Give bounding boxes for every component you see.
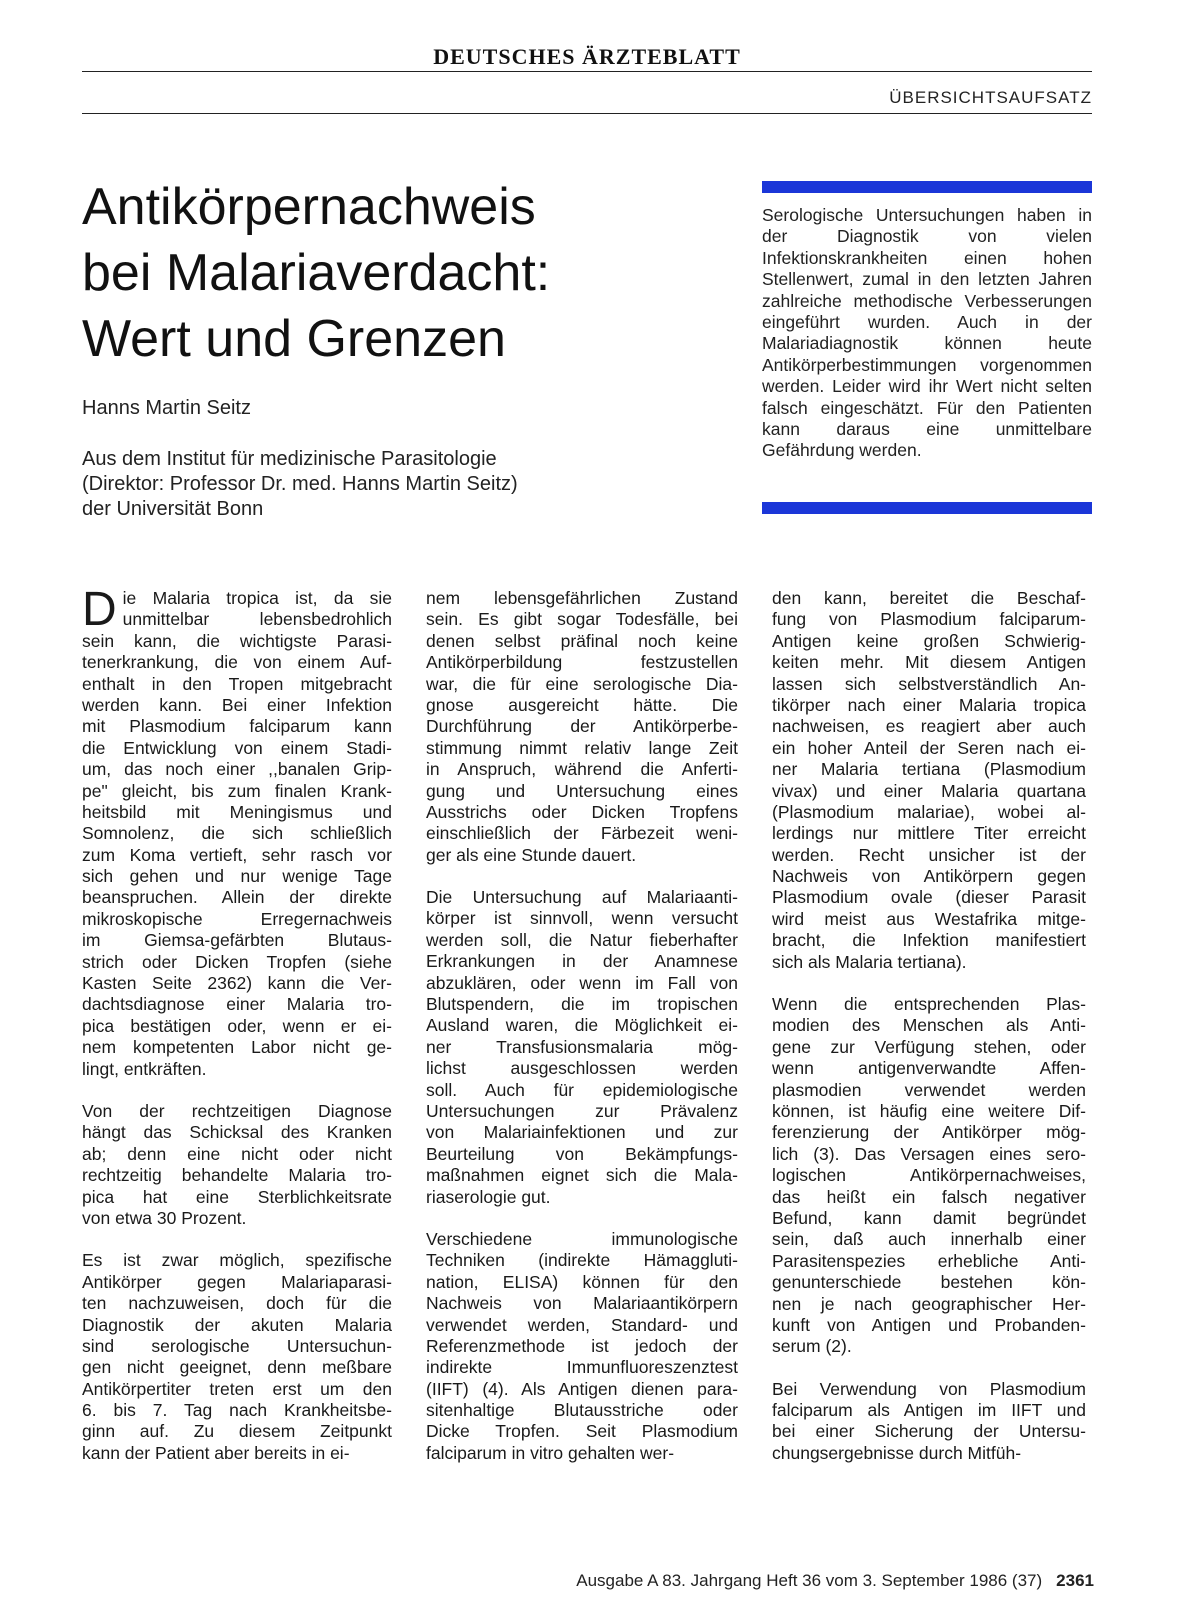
text-line: lichst ausgeschlossen werden [426, 1058, 738, 1079]
text-line: abzuklären, oder wenn im Fall von [426, 972, 738, 993]
text-line: ner Transfusionsmalaria mög- [426, 1036, 738, 1057]
page-number: 2361 [1056, 1571, 1094, 1590]
title-line: Antikörpernachweis [82, 178, 536, 236]
text-line: mikroskopische Erregernachweis [82, 908, 392, 929]
text-line: plasmodien verwendet werden [772, 1079, 1086, 1100]
masthead: DEUTSCHES ÄRZTEBLATT [433, 44, 741, 69]
text-line: ginn auf. Zu diesem Zeitpunkt [82, 1421, 392, 1442]
drop-cap: D [82, 583, 117, 636]
text-line: Nachweis von Malariaantikörpern [426, 1293, 738, 1314]
text-line: gnose ausgereicht hätte. Die [426, 694, 738, 715]
text-line: Dicke Tropfen. Seit Plasmodium [426, 1421, 738, 1442]
paragraph-gap [426, 866, 738, 887]
text-line: Plasmodium ovale (dieser Parasit [772, 887, 1086, 908]
affiliation-line: Aus dem Institut für medizinische Parasitologie [82, 448, 497, 470]
text-line: hängt das Schicksal des Kranken [82, 1122, 392, 1143]
text-line: gung und Untersuchung eines [426, 780, 738, 801]
paragraph-gap [772, 1358, 1086, 1379]
text-line: Parasitenspezies erhebliche Anti- [772, 1250, 1086, 1271]
text-line: lingt, entkräften. [82, 1058, 207, 1079]
text-line: rechtzeitig behandelte Malaria tro- [82, 1165, 392, 1186]
text-line: serum (2). [772, 1336, 852, 1357]
text-line: nation, ELISA) können für den [426, 1271, 738, 1292]
text-line: kunft von Antigen und Probanden- [772, 1314, 1086, 1335]
text-line: chungsergebnisse durch Mitfüh- [772, 1442, 1022, 1463]
text-line: sich als Malaria tertiana). [772, 951, 967, 972]
text-line: falciparum als Antigen im IIFT und [772, 1400, 1086, 1421]
title-line: Wert und Grenzen [82, 310, 506, 368]
text-line: bracht, die Infektion manifestiert [772, 930, 1086, 951]
text-line: beanspruchen. Allein der direkte [82, 887, 392, 908]
section-label: ÜBERSICHTSAUFSATZ [889, 88, 1092, 107]
text-line: Befund, kann damit begründet [772, 1207, 1086, 1228]
section-rule [82, 113, 1092, 114]
text-line: modien des Menschen als Anti- [772, 1015, 1086, 1036]
text-line: die Entwicklung von einem Stadi- [82, 737, 392, 758]
affiliation-line: der Universität Bonn [82, 498, 264, 520]
column-1 [82, 583, 392, 1464]
text-line: genunterschiede bestehen kön- [772, 1272, 1086, 1293]
text-line: maßnahmen eignet sich die Mala- [426, 1165, 738, 1186]
text-line: Wenn die entsprechenden Plas- [772, 994, 1086, 1015]
text-line: kann der Patient aber bereits in ei- [82, 1442, 350, 1463]
text-line: von etwa 30 Prozent. [82, 1207, 247, 1228]
text-line: körper ist sinnvoll, wenn versucht [426, 908, 738, 929]
text-line: Antikörperbildung festzustellen [426, 652, 738, 673]
text-line: stimmung nimmt relativ lange Zeit [426, 737, 738, 758]
text-line: ferenzierung der Antikörper mög- [772, 1122, 1086, 1143]
text-line: Ausland waren, die Möglichkeit ei- [426, 1015, 738, 1036]
text-line: einschließlich der Färbezeit weni- [426, 823, 738, 844]
text-line: Blutspendern, die im tropischen [426, 994, 738, 1015]
text-line: pica bestätigen oder, wenn er ei- [82, 1015, 392, 1036]
text-line: fung von Plasmodium falciparum- [772, 609, 1086, 630]
text-line: indirekte Immunfluoreszenztest [426, 1357, 738, 1378]
text-line: um, das noch einer ,,banalen Grip- [82, 759, 392, 780]
page-footer [576, 1571, 1094, 1591]
text-line: ab; denn eine nicht oder nicht [82, 1143, 392, 1164]
text-line: Es ist zwar möglich, spezifische [82, 1250, 392, 1271]
text-line: Verschiedene immunologische [426, 1228, 738, 1249]
text-line: sitenhaltige Blutausstriche oder [426, 1400, 738, 1421]
abstract-text: Serologische Untersuchungen haben in der Diagnostik von vielen Infektionskrankheiten einen hohen Stellenwert, zumal in den letzten Jahren zahlreiche methodische Verbesserungen eingeführt wurden. Auch in der Malariadiagnostik können heute Antikörperbestimmungen vorgenommen werden. Leider wird ihr Wert nicht selten falsch eingeschätzt. Für den Patienten kann daraus eine unmittelbare Gefährdung werden. [762, 205, 1092, 461]
text-line: mit Plasmodium falciparum kann [82, 716, 392, 737]
text-line: von Malariainfektionen und zur [426, 1122, 738, 1143]
text-line: tenerkrankung, die von einem Auf- [82, 652, 392, 673]
text-line: riaserologie gut. [426, 1186, 551, 1207]
text-line: sein. Es gibt sogar Todesfälle, bei [426, 609, 738, 630]
text-line: bei einer Sicherung der Untersu- [772, 1421, 1086, 1442]
text-line: werden. Recht unsicher ist der [772, 844, 1086, 865]
paragraph-gap [426, 1208, 738, 1229]
text-line: wird meist aus Westafrika mitge- [772, 908, 1086, 929]
text-line: war, die für eine serologische Dia- [426, 673, 738, 694]
text-line: Von der rechtzeitigen Diagnose [82, 1100, 392, 1121]
text-line: Untersuchungen zur Prävalenz [426, 1100, 738, 1121]
text-line: Antigen keine großen Schwierig- [772, 630, 1086, 651]
text-line: enthalt in den Tropen mitgebracht [82, 673, 392, 694]
text-line: nem kompetenten Labor nicht ge- [82, 1037, 392, 1058]
text-line: das heißt ein falsch negativer [772, 1186, 1086, 1207]
text-line: pe" gleicht, bis zum finalen Krank- [82, 780, 392, 801]
text-line: logischen Antikörpernachweises, [772, 1165, 1086, 1186]
article-title [82, 174, 702, 372]
text-line: soll. Auch für epidemiologische [426, 1079, 738, 1100]
masthead-rule [82, 71, 1092, 72]
text-line: unmittelbar lebensbedrohlich [122, 609, 392, 630]
text-line: in Anspruch, während die Anferti- [426, 759, 738, 780]
paragraph-gap [82, 1080, 392, 1101]
text-line: werden kann. Bei einer Infektion [82, 694, 392, 715]
text-line: sein kann, die wichtigste Parasi- [82, 630, 392, 651]
paragraph-gap [82, 1229, 392, 1250]
column-3 [772, 588, 1086, 1464]
text-line: zum Koma vertieft, sehr rasch vor [82, 844, 392, 865]
text-line: Antikörpertiter treten erst um den [82, 1378, 392, 1399]
text-line: falciparum in vitro gehalten wer- [426, 1442, 675, 1463]
text-line: keiten mehr. Mit diesem Antigen [772, 652, 1086, 673]
text-line: ger als eine Stunde dauert. [426, 844, 637, 865]
text-line: wenn antigenverwandte Affen- [772, 1058, 1086, 1079]
text-line: nen je nach geographischer Her- [772, 1293, 1086, 1314]
text-line: den kann, bereitet die Beschaf- [772, 588, 1086, 608]
text-line: lassen sich selbstverständlich An- [772, 673, 1086, 694]
text-line: Erkrankungen in der Anamnese [426, 951, 738, 972]
text-line: Diagnostik der akuten Malaria [82, 1314, 392, 1335]
author: Hanns Martin Seitz [82, 397, 251, 419]
text-line: Bei Verwendung von Plasmodium [772, 1378, 1086, 1399]
text-line: Nachweis von Antikörpern gegen [772, 866, 1086, 887]
text-line: tikörper nach einer Malaria tropica [772, 694, 1086, 715]
abstract [762, 205, 1092, 462]
text-line: sein, daß auch innerhalb einer [772, 1229, 1086, 1250]
text-line: pica hat eine Sterblichkeitsrate [82, 1186, 392, 1207]
text-line: verwendet werden, Standard- und [426, 1314, 738, 1335]
text-line: lerdings nur mittlere Titer erreicht [772, 823, 1086, 844]
text-line: denen selbst präfinal noch keine [426, 630, 738, 651]
paragraph-gap [772, 973, 1086, 994]
title-line: bei Malariaverdacht: [82, 244, 551, 302]
text-line: Referenzmethode ist jedoch der [426, 1335, 738, 1356]
text-line: nem lebensgefährlichen Zustand [426, 588, 738, 608]
text-line: Ausstrichs oder Dicken Tropfens [426, 801, 738, 822]
text-line: gene zur Verfügung stehen, oder [772, 1036, 1086, 1057]
footer-issue: Ausgabe A 83. Jahrgang Heft 36 vom 3. September 1986 (37) [576, 1571, 1043, 1590]
abstract-bottom-bar [762, 502, 1092, 514]
text-line: nachweisen, es reagiert aber auch [772, 716, 1086, 737]
text-line: im Giemsa-gefärbten Blutaus- [82, 930, 392, 951]
text-line: Antikörper gegen Malariaparasi- [82, 1271, 392, 1292]
text-line: werden soll, die Natur fieberhafter [426, 929, 738, 950]
text-line: Die Untersuchung auf Malariaanti- [426, 887, 738, 908]
text-line: lich (3). Das Versagen eines sero- [772, 1143, 1086, 1164]
column-2 [426, 588, 738, 1464]
affiliation [82, 447, 702, 522]
text-line: ein hoher Anteil der Seren nach ei- [772, 737, 1086, 758]
text-line: Kasten Seite 2362) kann die Ver- [82, 973, 392, 994]
text-line: Beurteilung von Bekämpfungs- [426, 1143, 738, 1164]
text-line: (IIFT) (4). Als Antigen dienen para- [426, 1378, 738, 1399]
text-line: dachtsdiagnose einer Malaria tro- [82, 994, 392, 1015]
text-line: heitsbild mit Meningismus und [82, 801, 392, 822]
text-line: strich oder Dicken Tropfen (siehe [82, 951, 392, 972]
text-line: vivax) und einer Malaria quartana [772, 780, 1086, 801]
text-line: gen nicht geeignet, denn meßbare [82, 1357, 392, 1378]
text-line: ten nachzuweisen, doch für die [82, 1293, 392, 1314]
affiliation-line: (Direktor: Professor Dr. med. Hanns Martin Seitz) [82, 473, 518, 495]
text-line: ner Malaria tertiana (Plasmodium [772, 759, 1086, 780]
text-line: sich gehen und nur wenige Tage [82, 866, 392, 887]
text-line: Techniken (indirekte Hämaggluti- [426, 1250, 738, 1271]
text-line: ie Malaria tropica ist, da sie [122, 588, 392, 608]
text-line: sind serologische Untersuchun- [82, 1335, 392, 1356]
text-line: Somnolenz, die sich schließlich [82, 823, 392, 844]
text-line: Durchführung der Antikörperbe- [426, 716, 738, 737]
text-line: (Plasmodium malariae), wobei al- [772, 801, 1086, 822]
text-line: können, ist häufig eine weitere Dif- [772, 1100, 1086, 1121]
abstract-top-bar [762, 181, 1092, 193]
text-line: 6. bis 7. Tag nach Krankheitsbe- [82, 1400, 392, 1421]
